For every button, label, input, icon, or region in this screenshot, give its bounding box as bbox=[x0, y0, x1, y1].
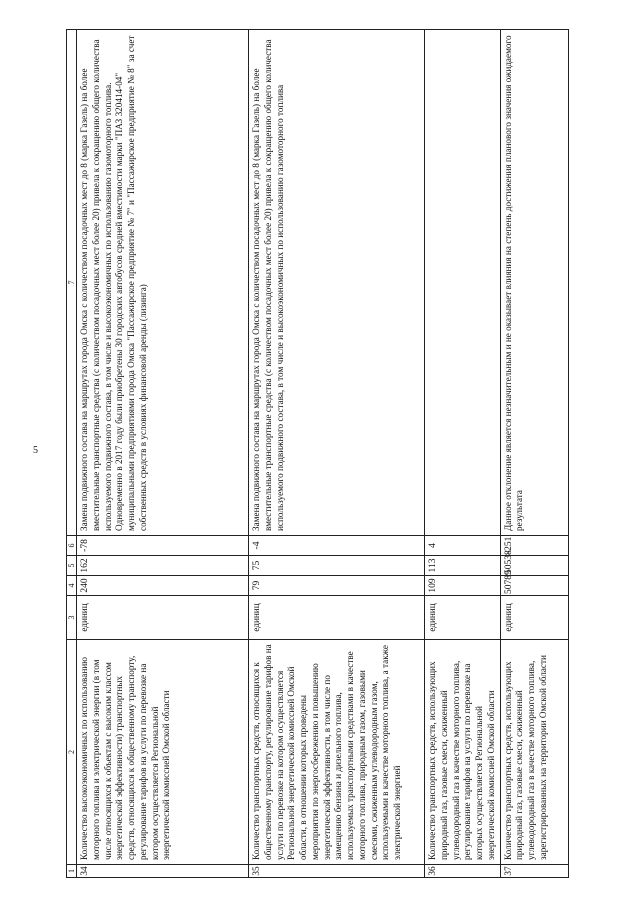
header-cell: 1 bbox=[67, 865, 77, 878]
value-cell: 162 bbox=[77, 556, 249, 576]
indicator-cell: Количество транспортных средств, относящихся к общественному транспорту, регулирование тарифов на услуги по перевозке на котором осуществляется Региональной энергетической комиссией Омской области, в отношении которых проведены мероприятия по энергосбережению и повышению энергетической эффективности, в том числе по замещению бензина и дизельного топлива, используемых транспортными средствами в качестве моторного топлива, природным газом, газовыми смесями, сжиженным углеводородным газом, используемыми в качестве моторного топлива, а также электрической энергией bbox=[249, 640, 425, 865]
rotated-table-container bbox=[66, 30, 566, 878]
header-row bbox=[67, 30, 77, 878]
value-cell: -4 bbox=[249, 536, 425, 556]
value-cell: -78 bbox=[77, 536, 249, 556]
indicator-cell: Количество высокоэкономичных по использованию моторного топлива и электрической энергии (в том числе относящихся к объектам с высоким классом энергетической эффективности) транспортных средств, относящихся к общественному транспорту, регулирование тарифов на услуги по перевозке на котором осуществляется Региональной энергетической комиссией Омской области bbox=[77, 640, 249, 865]
indicator-cell: Количество транспортных средств, использующих природный газ, газовые смеси, сжиженный углеводородный газ в качестве моторного топлива, зарегистрированных на территории Омской области bbox=[500, 640, 568, 865]
unit-cell: единиц bbox=[425, 596, 501, 640]
comment-cell bbox=[425, 30, 501, 536]
value-cell: 75 bbox=[249, 556, 425, 576]
value-cell: -251 bbox=[500, 536, 568, 556]
value-cell: 109 bbox=[425, 576, 501, 596]
header-cell: 4 bbox=[67, 576, 77, 596]
value-cell: 4 bbox=[425, 536, 501, 556]
table-row bbox=[425, 30, 501, 878]
indicators-table bbox=[66, 29, 569, 878]
table-row bbox=[77, 30, 249, 878]
unit-cell: единиц bbox=[77, 596, 249, 640]
unit-cell: единиц bbox=[249, 596, 425, 640]
unit-cell: единиц bbox=[500, 596, 568, 640]
header-cell: 3 bbox=[67, 596, 77, 640]
row-number: 36 bbox=[425, 865, 501, 878]
row-number: 34 bbox=[77, 865, 249, 878]
row-number: 37 bbox=[500, 865, 568, 878]
value-cell: 50538 bbox=[500, 556, 568, 576]
row-number: 35 bbox=[249, 865, 425, 878]
comment-cell: Замена подвижного состава на маршрутах города Омска с количеством посадочных мест до 8 (марка Газель) на более вместительные транспортные средства (с количеством посадочных мест более 20) привела к сокращению общего количества используемого подвижного состава, в том числе и высокоэкономичных по использованию газомоторного топлива. Одновременно в 2017 году были приобретены 30 городских автобусов средней вместимости марки "ПАЗ 320414-04" муниципальными предприятиями города Омска "Пассажирское предприятие № 7" и "Пассажирское предприятие № 8" за счет собственных средств в условиях финансовой аренды (лизинга) bbox=[77, 30, 249, 536]
value-cell: 113 bbox=[425, 556, 501, 576]
value-cell: 50789 bbox=[500, 576, 568, 596]
header-cell: 6 bbox=[67, 536, 77, 556]
comment-cell: Замена подвижного состава на маршрутах города Омска с количеством посадочных мест до 8 (марка Газель) на более вместительные транспортные средства (с количеством посадочных мест более 20) привела к сокращению общего количества используемого подвижного состава, в том числе и высокоэкономичных по использованию газомоторного топлива bbox=[249, 30, 425, 536]
indicator-cell: Количество транспортных средств, использующих природный газ, газовые смеси, сжиженный углеводородный газ в качестве моторного топлива, регулирование тарифов на услуги по перевозке на которых осуществляется Региональной энергетической комиссией Омской области bbox=[425, 640, 501, 865]
table-row bbox=[249, 30, 425, 878]
header-cell: 5 bbox=[67, 556, 77, 576]
value-cell: 240 bbox=[77, 576, 249, 596]
page-number: 5 bbox=[33, 445, 38, 456]
value-cell: 79 bbox=[249, 576, 425, 596]
header-cell: 2 bbox=[67, 640, 77, 865]
header-cell: 7 bbox=[67, 30, 77, 536]
comment-cell: Данное отклонение является незначительным и не оказывает влияния на степень достижения планового значения ожидаемого результата bbox=[500, 30, 568, 536]
table-row bbox=[500, 30, 568, 878]
